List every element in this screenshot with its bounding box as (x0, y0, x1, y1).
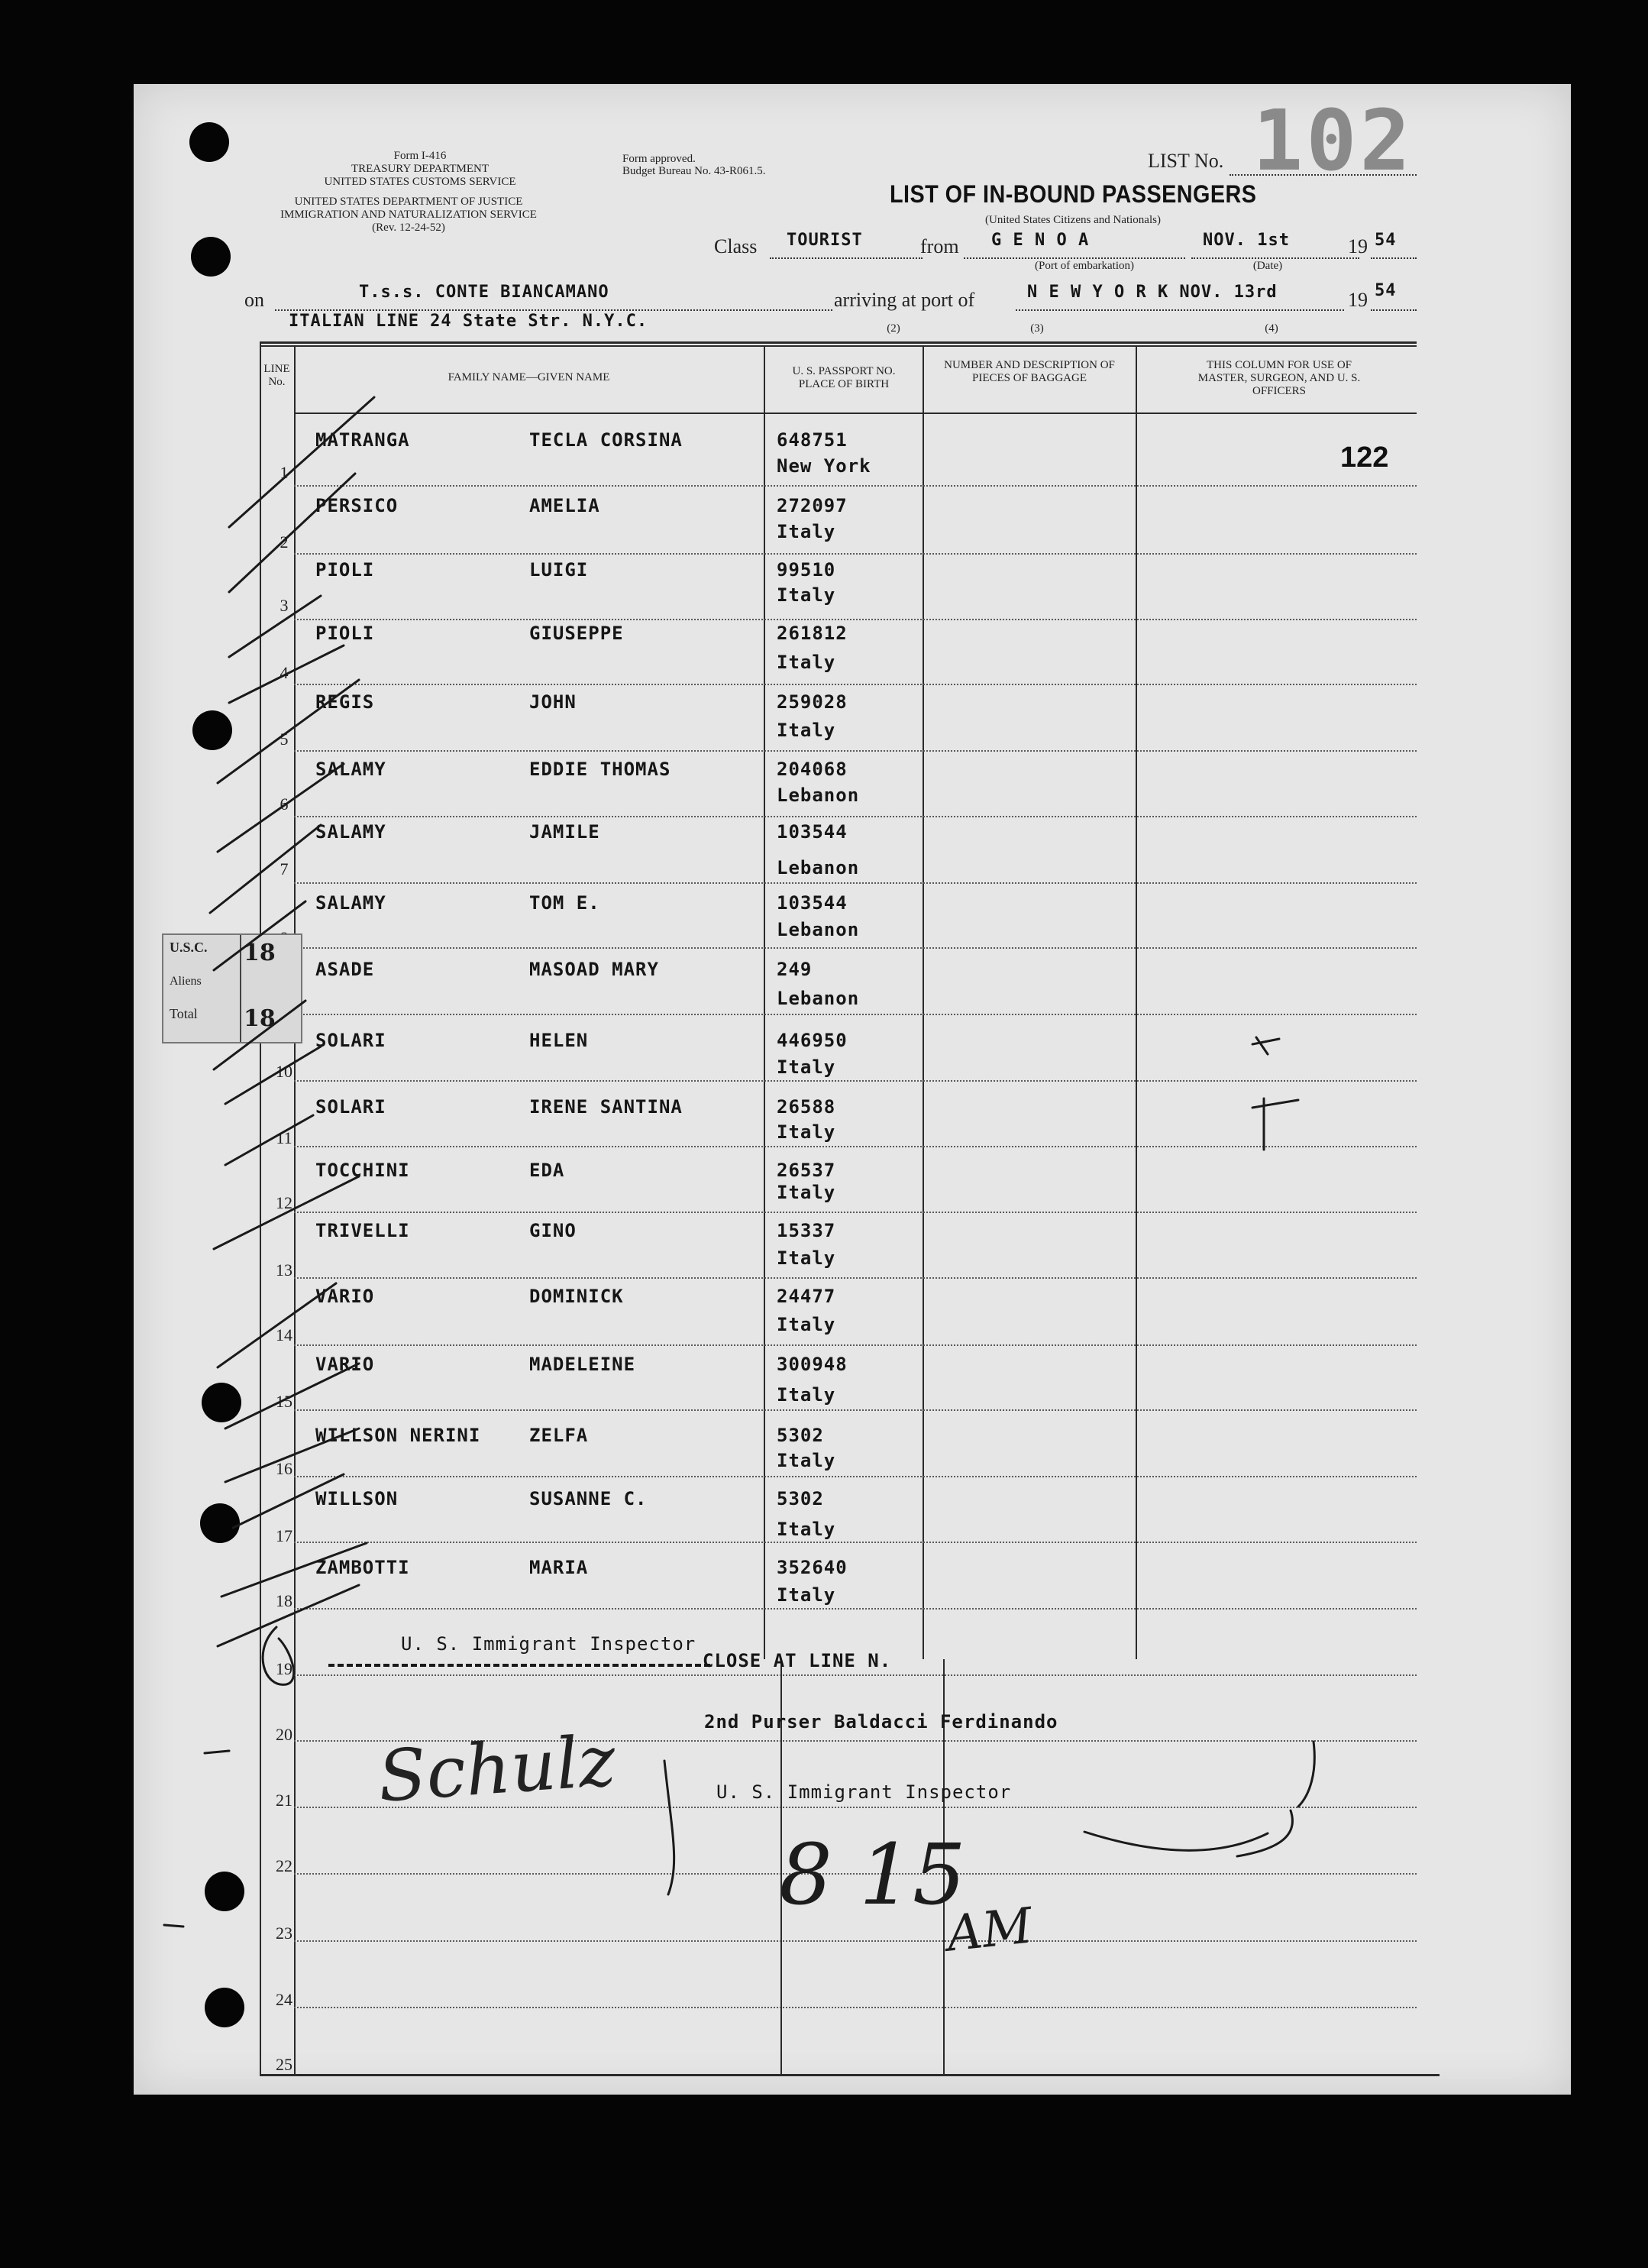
line-number: 25 (276, 2055, 292, 2074)
year-prefix-2: 19 (1348, 289, 1368, 311)
family-name: ZAMBOTTI (315, 1557, 410, 1578)
line-number: 5 (280, 730, 289, 749)
line-number: 3 (280, 596, 289, 615)
passport-number: 99510 (777, 559, 836, 581)
family-name: WILLSON (315, 1488, 399, 1509)
family-name: SALAMY (315, 892, 386, 914)
form-approval: Form approved. Budget Bureau No. 43-R061.5. (622, 153, 766, 177)
place-of-birth: Italy (777, 1314, 836, 1335)
passport-number: 352640 (777, 1557, 848, 1578)
family-name: SOLARI (315, 1030, 386, 1051)
family-name: TOCCHINI (315, 1160, 410, 1181)
place-of-birth: Italy (777, 584, 836, 606)
passport-number: 103544 (777, 892, 848, 914)
passport-number: 26588 (777, 1096, 836, 1118)
purser-name: 2nd Purser Baldacci Ferdinando (704, 1711, 1058, 1733)
date-label: (Date) (1252, 260, 1283, 272)
passport-number: 24477 (777, 1286, 836, 1307)
family-name: SALAMY (315, 759, 386, 780)
family-name: WILLSON NERINI (315, 1425, 481, 1446)
passport-number: 272097 (777, 495, 848, 516)
place-of-birth: Italy (777, 1121, 836, 1143)
given-name: HELEN (529, 1030, 589, 1051)
place-of-birth: Italy (777, 720, 836, 741)
given-name: SUSANNE C. (529, 1488, 648, 1509)
list-no-label: LIST No. (1148, 150, 1224, 172)
given-name: GIUSEPPE (529, 623, 624, 644)
family-name: VARIO (315, 1354, 375, 1375)
place-of-birth: Lebanon (777, 919, 860, 940)
given-name: GINO (529, 1220, 577, 1241)
inspector-title-2: U. S. Immigrant Inspector (716, 1781, 1012, 1803)
line-number: 12 (276, 1193, 292, 1212)
place-of-birth: Italy (777, 1056, 836, 1078)
line-number: 15 (276, 1392, 292, 1411)
family-name: SALAMY (315, 821, 386, 843)
place-of-birth: Italy (777, 1450, 836, 1471)
place-of-birth: Italy (777, 521, 836, 542)
line-number: 19 (276, 1659, 292, 1678)
given-name: DOMINICK (529, 1286, 624, 1307)
inspector-signature: Schulz (375, 1720, 619, 1818)
given-name: MADELEINE (529, 1354, 636, 1375)
line-number: 10 (276, 1062, 292, 1081)
passport-number: 26537 (777, 1160, 836, 1181)
given-name: IRENE SANTINA (529, 1096, 683, 1118)
family-name: REGIS (315, 691, 375, 713)
family-name: VARIO (315, 1286, 375, 1307)
given-name: MARIA (529, 1557, 589, 1578)
col-header-name: FAMILY NAME—GIVEN NAME (448, 371, 610, 383)
given-name: JAMILE (529, 821, 600, 843)
list-no-value: 102 (1252, 92, 1414, 189)
class-label: Class (714, 235, 758, 257)
given-name: AMELIA (529, 495, 600, 516)
passport-number: 259028 (777, 691, 848, 713)
passport-number: 249 (777, 959, 813, 980)
line-number: 2 (280, 532, 289, 552)
given-name: EDDIE THOMAS (529, 759, 671, 780)
ship-name: T.s.s. CONTE BIANCAMANO (359, 283, 609, 302)
given-name: JOHN (529, 691, 577, 713)
page-subtitle: (United States Citizens and Nationals) (985, 214, 1161, 226)
place-of-birth: Italy (777, 1519, 836, 1540)
given-name: MASOAD MARY (529, 959, 659, 980)
page-title: LIST OF IN-BOUND PASSENGERS (890, 180, 1257, 208)
year-value-1: 54 (1375, 231, 1397, 250)
am-handwritten: AM (944, 1898, 1036, 1963)
on-label: on (244, 289, 264, 311)
line-number: 22 (276, 1856, 292, 1875)
family-name: TRIVELLI (315, 1220, 410, 1241)
col-header-line-no: LINE No. (263, 363, 290, 388)
year-value-2: 54 (1375, 281, 1397, 300)
col-header-officers: THIS COLUMN FOR USE OF MASTER, SURGEON, AND U. S. OFFICERS (1197, 359, 1361, 397)
passport-number: 261812 (777, 623, 848, 644)
place-of-birth: Lebanon (777, 785, 860, 806)
passport-number: 648751 (777, 429, 848, 451)
shipping-agent: ITALIAN LINE 24 State Str. N.Y.C. (289, 312, 648, 331)
family-name: ASADE (315, 959, 375, 980)
department-info: UNITED STATES DEPARTMENT OF JUSTICE IMMIGRATION AND NATURALIZATION SERVICE (Rev. 12-24-52) (280, 196, 537, 234)
line-number: 18 (276, 1591, 292, 1610)
column-marker-4: (4) (1265, 322, 1278, 335)
family-name: MATRANGA (315, 429, 410, 451)
line-number: 14 (276, 1325, 292, 1344)
col-header-passport: U. S. PASSPORT NO. PLACE OF BIRTH (792, 365, 896, 390)
port-embarkation-label: (Port of embarkation) (1035, 260, 1134, 272)
alien-count-stamp: U.S.C. Aliens Total 18 18 (162, 933, 302, 1043)
line-number: 13 (276, 1260, 292, 1280)
form-info: Form I-416 TREASURY DEPARTMENT UNITED STATES CUSTOMS SERVICE (324, 150, 516, 188)
family-name: PIOLI (315, 559, 375, 581)
arrival-time-handwritten: 8 15 (779, 1826, 966, 1923)
family-name: PIOLI (315, 623, 375, 644)
passport-number: 300948 (777, 1354, 848, 1375)
passport-number: 5302 (777, 1488, 824, 1509)
line-number: 11 (276, 1128, 292, 1147)
line-number: 7 (280, 859, 289, 878)
line-number: 21 (276, 1791, 292, 1810)
place-of-birth: New York (777, 455, 871, 477)
place-of-birth: Lebanon (777, 988, 860, 1009)
line-number: 24 (276, 1990, 292, 2009)
given-name: EDA (529, 1160, 565, 1181)
line-number: 17 (276, 1526, 292, 1545)
family-name: SOLARI (315, 1096, 386, 1118)
inspector-title-1: U. S. Immigrant Inspector (401, 1633, 696, 1655)
given-name: TOM E. (529, 892, 600, 914)
year-prefix-1: 19 (1348, 235, 1368, 257)
from-value: G E N O A (991, 231, 1090, 250)
family-name: PERSICO (315, 495, 399, 516)
from-label: from (920, 235, 959, 257)
passport-number: 446950 (777, 1030, 848, 1051)
arriving-label: arriving at port of (834, 289, 975, 311)
place-of-birth: Lebanon (777, 857, 860, 878)
officer-note: 122 (1340, 442, 1389, 474)
given-name: ZELFA (529, 1425, 589, 1446)
line-number: 4 (280, 663, 289, 682)
given-name: TECLA CORSINA (529, 429, 683, 451)
line-number: 23 (276, 1923, 292, 1943)
line-number: 20 (276, 1725, 292, 1744)
passport-number: 5302 (777, 1425, 824, 1446)
place-of-birth: Italy (777, 1182, 836, 1203)
line-number: 6 (280, 794, 289, 814)
line-number: 1 (280, 463, 289, 482)
class-value: TOURIST (787, 231, 863, 250)
passport-number: 15337 (777, 1220, 836, 1241)
arrival-value: N E W Y O R K NOV. 13rd (1027, 283, 1278, 302)
column-marker-3: (3) (1030, 322, 1044, 335)
col-header-baggage: NUMBER AND DESCRIPTION OF PIECES OF BAGGAGE (944, 359, 1115, 384)
line-number: 16 (276, 1459, 292, 1478)
passport-number: 204068 (777, 759, 848, 780)
place-of-birth: Italy (777, 652, 836, 673)
place-of-birth: Italy (777, 1584, 836, 1606)
column-marker-2: (2) (887, 322, 900, 335)
date-value: NOV. 1st (1203, 231, 1290, 250)
place-of-birth: Italy (777, 1247, 836, 1269)
close-at-line: CLOSE AT LINE N. (703, 1650, 892, 1671)
given-name: LUIGI (529, 559, 589, 581)
passport-number: 103544 (777, 821, 848, 843)
place-of-birth: Italy (777, 1384, 836, 1406)
